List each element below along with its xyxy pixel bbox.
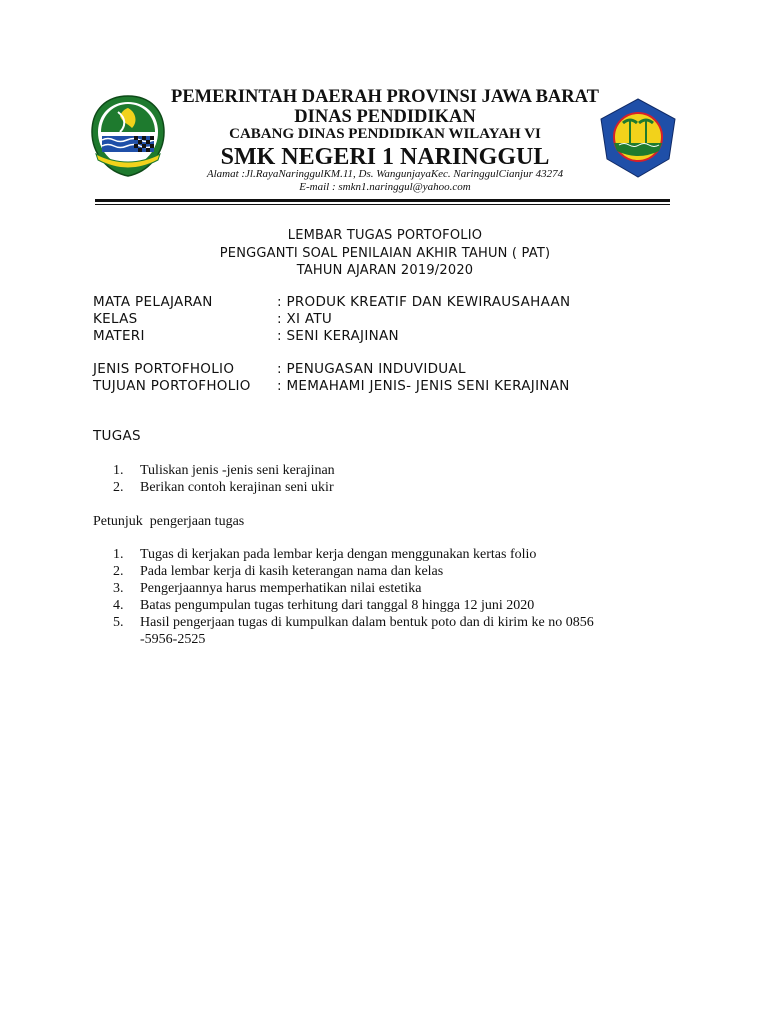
list-item-text: Tuliskan jenis -jenis seni kerajinan bbox=[140, 463, 335, 478]
info-label: KELAS bbox=[93, 311, 138, 327]
list-item-number: 1. bbox=[113, 547, 124, 562]
info-label: TUJUAN PORTOFHOLIO bbox=[93, 378, 251, 394]
list-item-text: Batas pengumpulan tugas terhitung dari tanggal 8 hingga 12 juni 2020 bbox=[140, 598, 535, 613]
info-row-subject bbox=[93, 294, 570, 311]
academic-year: TAHUN AJARAN 2019/2020 bbox=[296, 263, 474, 278]
info-label: JENIS PORTOFHOLIO bbox=[93, 361, 235, 377]
list-item-text: Pengerjaannya harus memperhatikan nilai estetika bbox=[140, 581, 422, 596]
info-value: : PENUGASAN INDUVIDUAL bbox=[277, 361, 466, 377]
list-item-text: Tugas di kerjakan pada lembar kerja dengan menggunakan kertas folio bbox=[140, 547, 537, 562]
letterhead-school-name: SMK NEGERI 1 NARINGGUL bbox=[220, 144, 550, 170]
list-item-number: 1. bbox=[113, 463, 124, 478]
list-item-number: 2. bbox=[113, 480, 124, 495]
list-item-text: Hasil pengerjaan tugas di kumpulkan dalam bentuk poto dan di kirim ke no 0856 bbox=[140, 615, 594, 630]
tasks-heading: TUGAS bbox=[93, 428, 141, 444]
info-row-portfolio-type bbox=[93, 361, 466, 378]
info-value: : PRODUK KREATIF DAN KEWIRAUSAHAAN bbox=[277, 294, 571, 310]
info-label: MATA PELAJARAN bbox=[93, 294, 213, 310]
list-item-number: 3. bbox=[113, 581, 124, 596]
info-row-class bbox=[93, 311, 332, 328]
info-value: : SENI KERAJINAN bbox=[277, 328, 399, 344]
info-value: : MEMAHAMI JENIS- JENIS SENI KERAJINAN bbox=[277, 378, 570, 394]
list-item-text: Pada lembar kerja di kasih keterangan nama dan kelas bbox=[140, 564, 444, 579]
list-item-number: 4. bbox=[113, 598, 124, 613]
instructions-heading: Petunjuk pengerjaan tugas bbox=[93, 514, 245, 529]
document-subtitle: PENGGANTI SOAL PENILAIAN AKHIR TAHUN ( PAT) bbox=[219, 246, 551, 261]
info-row-material bbox=[93, 328, 399, 345]
info-label: MATERI bbox=[93, 328, 145, 344]
list-item-continuation: -5956-2525 bbox=[140, 632, 206, 647]
list-item-text: Berikan contoh kerajinan seni ukir bbox=[140, 480, 334, 495]
list-item-number: 5. bbox=[113, 615, 124, 630]
document-title: LEMBAR TUGAS PORTOFOLIO bbox=[287, 228, 483, 243]
letterhead-government: PEMERINTAH DAERAH PROVINSI JAWA BARAT bbox=[171, 87, 599, 107]
letterhead-divider-thin bbox=[95, 204, 670, 205]
info-row-portfolio-goal bbox=[93, 378, 570, 395]
letterhead-agency: DINAS PENDIDIKAN bbox=[294, 107, 476, 127]
letterhead-divider-thick bbox=[95, 199, 670, 202]
letterhead-address: Alamat :Jl.RayaNaringgulKM.11, Ds. WangunjayaKec. NaringgulCianjur 43274 bbox=[206, 168, 564, 180]
letterhead-branch: CABANG DINAS PENDIDIKAN WILAYAH VI bbox=[229, 126, 541, 142]
letterhead-email: E-mail : smkn1.naringgul@yahoo.com bbox=[299, 181, 471, 193]
info-value: : XI ATU bbox=[277, 311, 333, 327]
list-item-number: 2. bbox=[113, 564, 124, 579]
